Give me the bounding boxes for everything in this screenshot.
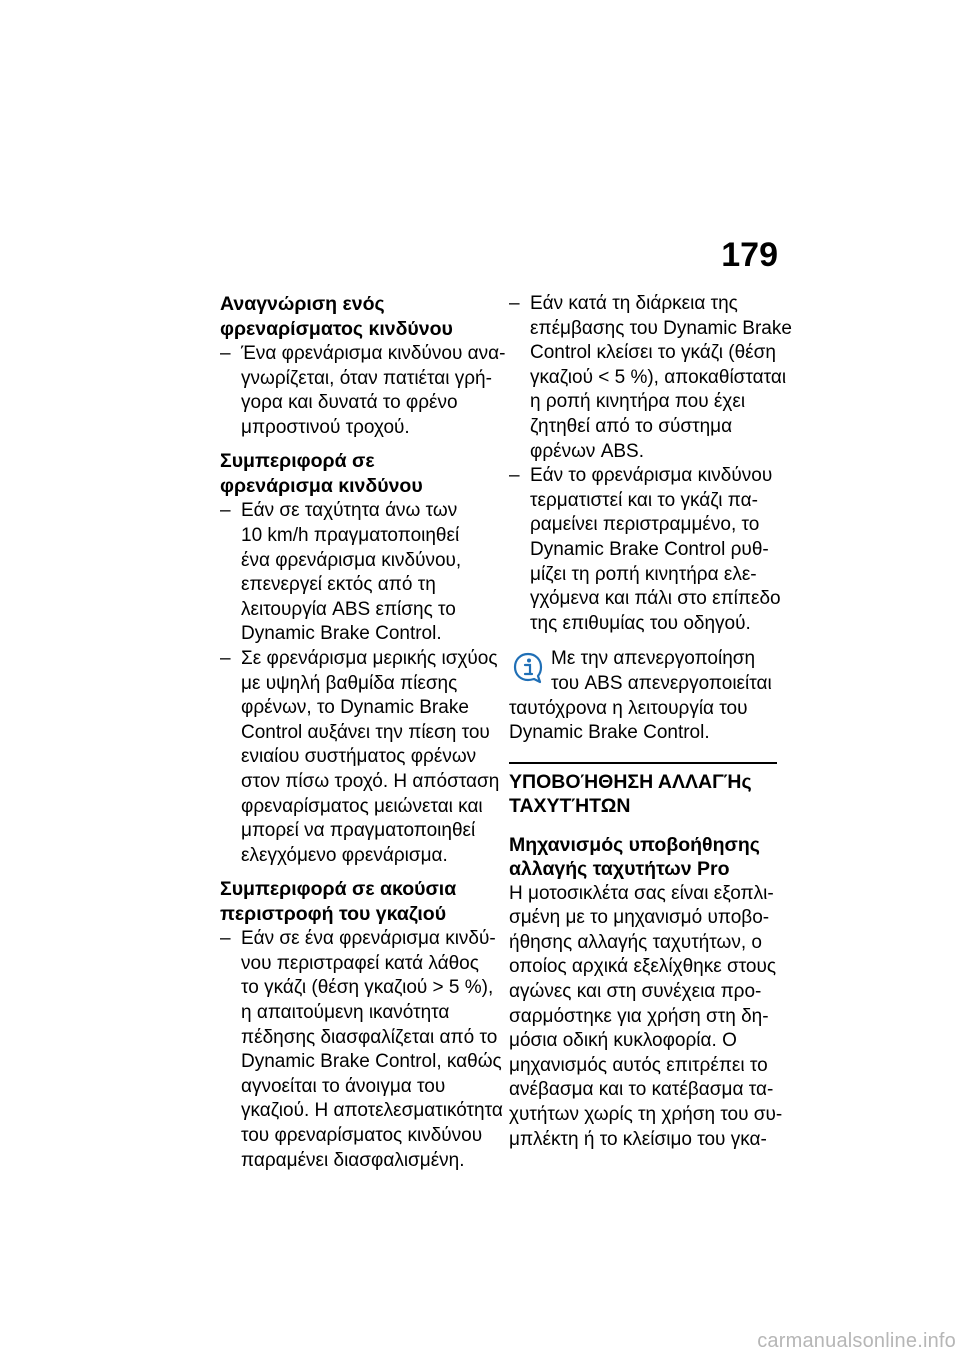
watermark: carmanualsonline.info: [757, 1330, 956, 1352]
chapter-heading: ΥΠΟΒΟΉΘΗΣΗ ΑΛΛΑΓΉς ΤΑΧΥΤΉΤΩΝ: [509, 770, 752, 818]
section-emergency-brake-behaviour: [220, 449, 500, 868]
note-text: Με την απενεργοποίηση του ABS απενεργοποιείται ταυτόχρονα η λειτουργία του Dynamic Brake Control.: [509, 648, 772, 744]
list-dash: –: [220, 928, 231, 950]
section-throttle-behaviour: [220, 877, 503, 1173]
list-item: – Εάν σε ένα φρενάρισμα κινδύ- νου περιστραφεί κατά λάθος το γκάζι (θέση γκαζιού > 5 %), η απαιτούμενη ικανότητα πέδησης διασφαλίζεται από το Dynamic Brake Control, καθώς αγνοείται το άνοιγμα του γκαζιού. Η αποτελεσματικότητα του φρεναρίσματος κινδύνου παραμένει διασφαλισμένη.: [220, 928, 503, 1171]
list-item: – Εάν το φρενάρισμα κινδύνου τερματιστεί και το γκάζι πα- ραμείνει περιστραμμένο, το Dynamic Brake Control ρυθ- μίζει τη ροπή κινητήρα ελε- γχόμενα και πάλι στο επίπεδο της επιθυμίας του οδηγού.: [509, 465, 781, 634]
subsection-heading: Μηχανισμός υποβοήθησης αλλαγής ταχυτήτων Pro: [509, 833, 760, 881]
list-item: – Ένα φρενάρισμα κινδύνου ανα- γνωρίζεται, όταν πατιέται γρή- γορα και δυνατά το φρένο μπροστινού τροχού.: [220, 343, 506, 438]
list-dash: –: [220, 647, 231, 669]
list-dash: –: [220, 343, 231, 364]
section-heading: Συμπεριφορά σε ακούσια περιστροφή του γκαζιού: [220, 878, 457, 925]
left-column: [220, 292, 506, 1182]
list-item: – Εάν κατά τη διάρκεια της επέμβασης του Dynamic Brake Control κλείσει το γκάζι (θέση γκαζιού < 5 %), αποκαθίσταται η ροπή κινητήρα που έχει ζητηθεί από το σύστημα φρένων ABS.: [509, 293, 792, 462]
list-dash: –: [220, 500, 231, 522]
body-paragraph: Η μοτοσικλέτα σας είναι εξοπλι- σμένη με το μηχανισμό υποβο- ήθησης αλλαγής ταχυτήτων, ο οποίος αρχικά εξελίχθηκε στους αγώνες και στη συνέχεια προ- σαρμόστηκε για χρήση στη δη- μόσια οδική κυκλοφορία. Ο μηχανισμός αυτός επιτρέπει το ανέβασμα και το κατέβασμα τα- χυτήτων χωρίς τη χρήση του συ- μπλέκτη ή το κλείσιμο του γκα-: [509, 882, 783, 1150]
list-dash: –: [509, 465, 520, 487]
list-dash: –: [509, 293, 520, 314]
section-heading: Συμπεριφορά σε φρενάρισμα κινδύνου: [220, 450, 423, 497]
right-column: [509, 292, 792, 1152]
section-heading: Αναγνώριση ενός φρεναρίσματος κινδύνου: [220, 293, 453, 340]
section-emergency-brake-recognition: [220, 292, 506, 440]
list-item: – Σε φρενάρισμα μερικής ισχύος με υψηλή βαθμίδα πίεσης φρένων, το Dynamic Brake Control αυξάνει την πίεση του ενιαίου συστήματος φρένων στον πίσω τροχό. Η απόσταση φρεναρίσματος μειώνεται και μπορεί να πραγματοποιηθεί ελεγχόμενο φρενάρισμα.: [220, 647, 500, 866]
page-number: 179: [721, 236, 778, 274]
info-note: [509, 647, 779, 745]
info-icon: [511, 651, 545, 685]
list-item: – Εάν σε ταχύτητα άνω των 10 km/h πραγματοποιηθεί ένα φρενάρισμα κινδύνου, επενεργεί εκτός από τη λειτουργία ABS επίσης το Dynamic Brake Control.: [220, 500, 462, 645]
section-divider: [509, 762, 777, 764]
